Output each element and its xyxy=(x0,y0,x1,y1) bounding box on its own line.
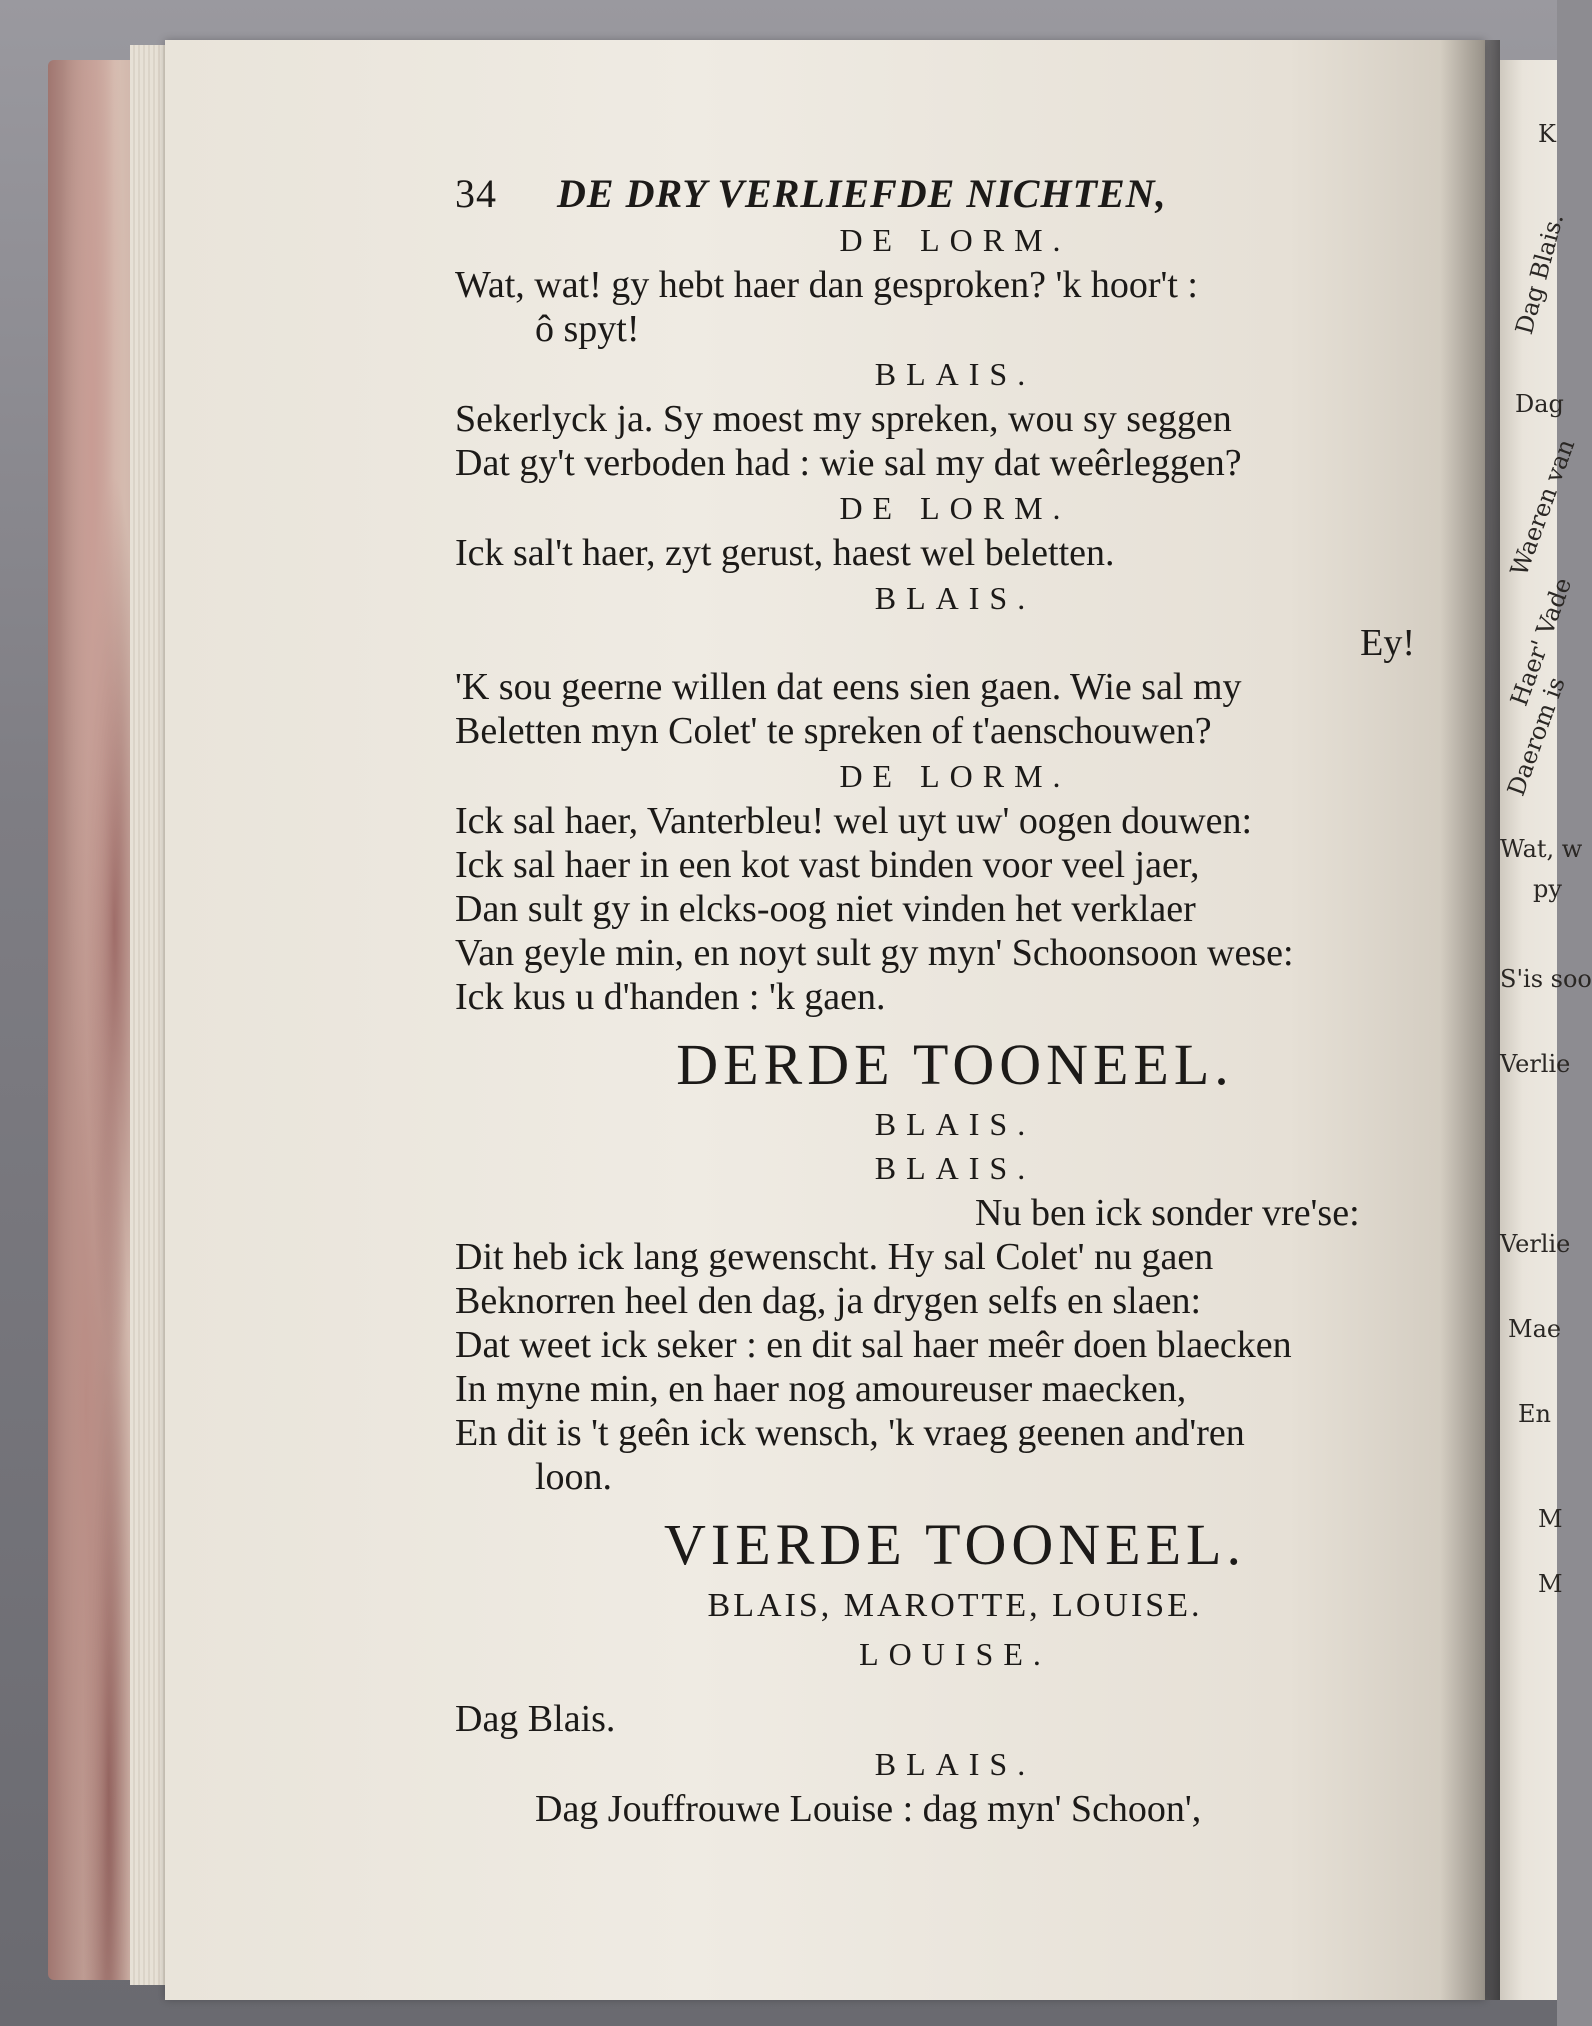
verse-line: Beknorren heel den dag, ja drygen selfs en slaen: xyxy=(455,1280,1202,1322)
facing-fragment: K xyxy=(1538,120,1556,148)
speaker-name: DE LORM. xyxy=(839,222,1071,258)
verse-line: En dit is 't geên ick wensch, 'k vraeg geenen and'ren xyxy=(455,1412,1245,1454)
speaker-name: DE LORM. xyxy=(839,490,1071,526)
speaker-name: BLAIS. xyxy=(874,580,1036,616)
verse-line: Nu ben ick sonder vre'se: xyxy=(975,1192,1360,1234)
verse-line: 'K sou geerne willen dat eens sien gaen. Wie sal my xyxy=(455,666,1242,708)
verse-line: Dag Jouffrouwe Louise : dag myn' Schoon', xyxy=(535,1788,1202,1830)
page-header xyxy=(455,170,1455,217)
speaker-name: DE LORM. xyxy=(839,758,1071,794)
facing-fragment: py xyxy=(1533,875,1562,903)
facing-fragment: Waeren van xyxy=(1505,435,1581,580)
scene-heading: VIERDE TOONEEL. xyxy=(664,1512,1246,1577)
facing-fragment: S'is soo xyxy=(1500,965,1592,993)
speaker-name: BLAIS. xyxy=(874,1150,1036,1186)
verse-line: Ick sal haer, Vanterbleu! wel uyt uw' oogen douwen: xyxy=(455,800,1253,842)
speaker-name: BLAIS. xyxy=(874,356,1036,392)
verse-line: Dag Blais. xyxy=(455,1698,616,1740)
verse-line: Ick sal't haer, zyt gerust, haest wel beletten. xyxy=(455,532,1115,574)
verse-line: loon. xyxy=(535,1456,613,1498)
verse-line: ô spyt! xyxy=(535,308,640,350)
facing-fragment: Verlie xyxy=(1500,1230,1571,1258)
facing-fragment: Mae xyxy=(1508,1315,1562,1343)
verse-line: In myne min, en haer nog amoureuser maecken, xyxy=(455,1368,1187,1410)
verse-line: Ey! xyxy=(1360,622,1415,664)
verse-line: Van geyle min, en noyt sult gy myn' Schoonsoon wese: xyxy=(455,932,1294,974)
verse-line: Dit heb ick lang gewenscht. Hy sal Colet' nu gaen xyxy=(455,1236,1214,1278)
speaker-name: BLAIS. xyxy=(874,1746,1036,1782)
scene-heading: DERDE TOONEEL. xyxy=(676,1032,1234,1097)
verse-line: Wat, wat! gy hebt haer dan gesproken? 'k hoor't : xyxy=(455,264,1198,306)
speaker-name: BLAIS. xyxy=(874,1106,1036,1142)
verse-line: Dat weet ick seker : en dit sal haer meêr doen blaecken xyxy=(455,1324,1292,1366)
facing-fragment: Haer' Vade xyxy=(1505,573,1578,710)
verse-line: Beletten myn Colet' te spreken of t'aenschouwen? xyxy=(455,710,1212,752)
facing-fragment: M xyxy=(1538,1570,1563,1598)
running-title: DE DRY VERLIEFDE NICHTEN, xyxy=(557,171,1167,216)
facing-fragment: M xyxy=(1538,1505,1563,1533)
speaker-name: LOUISE. xyxy=(859,1636,1051,1672)
facing-page xyxy=(1500,60,1592,2000)
page-number: 34 xyxy=(455,171,497,216)
verse-line: Dat gy't verboden had : wie sal my dat weêrleggen? xyxy=(455,442,1242,484)
verse-line: Ick sal haer in een kot vast binden voor veel jaer, xyxy=(455,844,1200,886)
facing-fragment: Dag xyxy=(1515,390,1564,418)
cast-list: BLAIS, MAROTTE, LOUISE. xyxy=(707,1587,1203,1624)
facing-fragment: Daerom is xyxy=(1502,673,1571,800)
facing-fragment: Verlie xyxy=(1500,1050,1571,1078)
verse-line: Ick kus u d'handen : 'k gaen. xyxy=(455,976,886,1018)
verse-line: Dan sult gy in elcks-oog niet vinden het verklaer xyxy=(455,888,1196,930)
facing-fragment: En xyxy=(1518,1400,1551,1428)
page-text xyxy=(455,170,1455,1831)
facing-fragment: Wat, w xyxy=(1500,835,1583,863)
facing-fragment: Dag Blais. xyxy=(1510,210,1570,338)
verse-line: Sekerlyck ja. Sy moest my spreken, wou sy seggen xyxy=(455,398,1232,440)
